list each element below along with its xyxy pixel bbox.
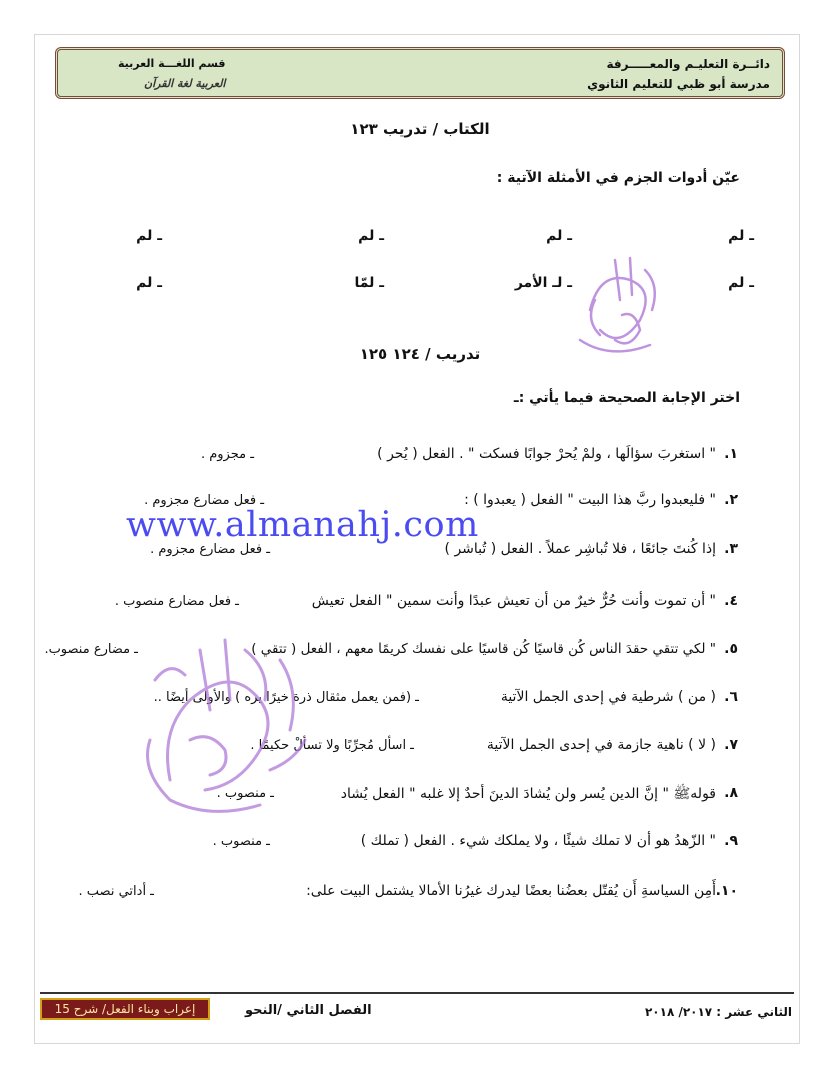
department-name: دائــرة التعليـم والمعـــــرفة <box>606 57 770 71</box>
question-number: ٥. <box>724 641 738 657</box>
answer-r1-c2: ـ لم <box>546 228 572 244</box>
subject-department: قسم اللغـــة العربية <box>118 57 226 70</box>
footer-divider <box>40 992 794 994</box>
answer-r1-c4: ـ لم <box>136 228 162 244</box>
subject-info <box>118 54 225 94</box>
question-text: إذا كُنتَ جائعًا ، فلا تُباشِر عملاً . الفعل ( تُباشر ) <box>444 541 716 557</box>
question-answer: ـ فعل مضارع منصوب . <box>114 594 239 609</box>
answer-r1-c1: ـ لم <box>728 228 754 244</box>
section1-instruction: عيّن أدوات الجزم في الأمثلة الآتية : <box>496 170 740 186</box>
question-number: ٣. <box>724 541 738 557</box>
question-text: " لكي تتقي حقدَ الناس كُن قاسيًا كُن قاسيًا على نفسك كريمًا معهم ، الفعل ( تتقي ) <box>251 641 716 657</box>
question-text: أَمِن السياسةِ أَن يُقتّل بعضُنا بعضًا ليدرك غيرُنا الأمالا يشتمل البيت على: <box>306 883 716 899</box>
question-answer: ـ فعل مضارع مجزوم . <box>150 542 270 557</box>
question-number: ٨. <box>724 785 738 801</box>
question-number: ١٠. <box>715 883 738 899</box>
question-number: ٢. <box>724 492 738 508</box>
question-number: ١. <box>724 446 738 462</box>
question-text: " فليعبدوا ربَّ هذا البيت " الفعل ( يعبدوا ) : <box>464 492 716 508</box>
school-name: مدرسة أبو ظبي للتعليم الثانوي <box>587 77 770 91</box>
question-text: ( لا ) ناهية جازمة في إحدى الجمل الآتية <box>486 737 716 753</box>
question-answer: ـ منصوب . <box>212 834 270 849</box>
question-text: " أن تموت وأنت حُرٌّ خيرٌ من أن تعيش عبدًا وأنت سمين " الفعل تعيش <box>311 593 716 609</box>
question-answer: ـ فعل مضارع مجزوم . <box>144 493 264 508</box>
section1-title: الكتاب / تدريب ١٢٣ <box>350 120 490 138</box>
question-answer: ـ مجزوم . <box>200 447 254 462</box>
answer-r2-c1: ـ لم <box>728 275 754 291</box>
answer-r2-c2: ـ لـ الأمر <box>514 275 572 291</box>
footer-topic-box: إعراب وبناء الفعل/ شرح 15 <box>40 998 210 1020</box>
question-number: ٩. <box>724 833 738 849</box>
question-answer: ـ أداتي نصب . <box>78 884 154 899</box>
signature-stamp-bottom <box>130 620 320 820</box>
section2-title: تدريب / ١٢٤ ١٢٥ <box>359 345 481 363</box>
subject-slogan: العربية لغة القرآن <box>144 77 226 90</box>
question-text: ( من ) شرطية في إحدى الجمل الآتية <box>500 689 716 705</box>
question-text: " استغربَ سؤالَها ، ولمْ يُحرْ جوابًا فسكت " . الفعل ( يُحر ) <box>377 446 716 462</box>
question-text: " الزّهدُ هو أن لا تملك شيئًا ، ولا يملكك شيء . الفعل ( تملك ) <box>360 833 716 849</box>
question-number: ٦. <box>724 689 738 705</box>
school-header <box>55 47 785 99</box>
question-text: قولهﷺ " إنَّ الدين يُسر ولن يُشادَ الدينَ أحدٌ إلا غلبه " الفعل يُشاد <box>340 786 716 802</box>
footer-semester: الفصل الثاني /النحو <box>245 1003 372 1018</box>
question-number: ٤. <box>724 593 738 609</box>
question-answer: ـ مضارع منصوب. <box>44 642 138 657</box>
section2-instruction: اختر الإجابة الصحيحة فيما يأتي :ـ <box>513 390 740 406</box>
question-answer: ـ اسأل مُجرِّبًا ولا تسألْ حكيمًا . <box>250 738 414 753</box>
school-info <box>587 54 770 94</box>
question-number: ٧. <box>724 737 738 753</box>
answer-r1-c3: ـ لم <box>358 228 384 244</box>
question-answer: ـ (فمن يعمل مثقال ذرة خيرًا يره ) والأولى أيضًا .. <box>153 690 419 705</box>
question-answer: ـ منصوب . <box>216 786 274 801</box>
footer-grade-year: الثاني عشر : ٢٠١٧/ ٢٠١٨ <box>644 1005 792 1019</box>
signature-stamp-top <box>560 240 680 370</box>
website-watermark: www.almanahj.com <box>126 505 479 545</box>
answer-r2-c4: ـ لم <box>136 275 162 291</box>
answer-r2-c3: ـ لمّا <box>354 275 384 291</box>
